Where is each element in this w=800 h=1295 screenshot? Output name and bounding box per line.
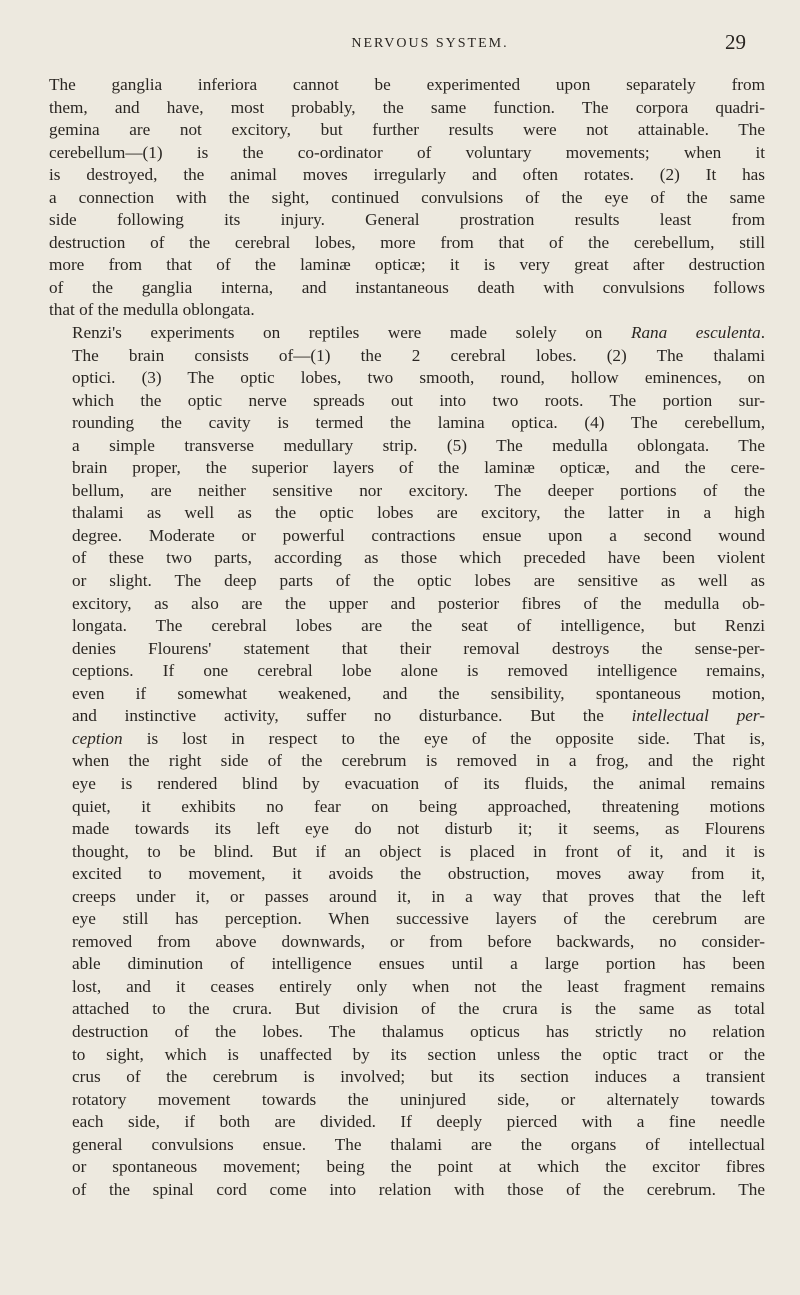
paragraph: [49, 74, 765, 322]
text-line: when the right side of the cerebrum is removed in a frog, and the right: [72, 751, 765, 771]
text-line: rotatory movement towards the uninjured side, or alternately towards: [72, 1089, 765, 1109]
text-line: cerebellum—(1) is the co-ordinator of voluntary movements; when it: [49, 142, 765, 162]
text-line: eye still has perception. When successive layers of the cerebrum are: [72, 909, 765, 929]
text-line: more from that of the laminæ opticæ; it is very great after destruction: [49, 255, 765, 275]
text-line: longata. The cerebral lobes are the seat of intelligence, but Renzi: [72, 616, 765, 636]
text-line: or spontaneous movement; being the point at which the excitor fibres: [72, 1157, 765, 1177]
text-line: excitory, as also are the upper and posterior fibres of the medulla ob-: [72, 593, 765, 613]
paragraph: [49, 322, 765, 1201]
text-line: of the ganglia interna, and instantaneous death with convulsions follows: [49, 277, 765, 297]
running-title: NERVOUS SYSTEM.: [351, 36, 509, 51]
text-line: even if somewhat weakened, and the sensibility, spontaneous motion,: [72, 683, 765, 703]
text-line: or slight. The deep parts of the optic lobes are sensitive as well as: [72, 571, 765, 591]
text-line: them, and have, most probably, the same function. The corpora quadri-: [49, 97, 765, 117]
text-line: brain proper, the superior layers of the laminæ opticæ, and the cere-: [72, 458, 765, 478]
text-line: ceptions. If one cerebral lobe alone is removed intelligence remains,: [72, 661, 765, 681]
text-line: to sight, which is unaffected by its section unless the optic tract or the: [72, 1044, 765, 1064]
text-line: quiet, it exhibits no fear on being approached, threatening motions: [72, 796, 765, 816]
text-line: which the optic nerve spreads out into two roots. The portion sur-: [72, 390, 765, 410]
text-line: Renzi's experiments on reptiles were made solely on Rana esculenta.: [72, 323, 765, 343]
text-line: destruction of the lobes. The thalamus opticus has strictly no relation: [72, 1021, 765, 1041]
text-line: attached to the crura. But division of the crura is the same as total: [72, 999, 765, 1019]
text-line: degree. Moderate or powerful contractions ensue upon a second wound: [72, 525, 765, 545]
text-line: denies Flourens' statement that their removal destroys the sense-per-: [72, 638, 765, 658]
text-line: bellum, are neither sensitive nor excitory. The deeper portions of the: [72, 480, 765, 500]
text-line: each side, if both are divided. If deeply pierced with a fine needle: [72, 1112, 765, 1132]
text-line: a simple transverse medullary strip. (5) The medulla oblongata. The: [72, 435, 765, 455]
text-line: The ganglia inferiora cannot be experimented upon separately from: [49, 75, 765, 94]
text-line: of the spinal cord come into relation with those of the cerebrum. The: [72, 1179, 765, 1199]
text-line: that of the medulla oblongata.: [49, 300, 255, 320]
text-line: crus of the cerebrum is involved; but its section induces a transient: [72, 1067, 765, 1087]
text-line: creeps under it, or passes around it, in a way that proves that the left: [72, 886, 765, 906]
text-line: thought, to be blind. But if an object is placed in front of it, and it is: [72, 841, 765, 861]
text-line: and instinctive activity, suffer no disturbance. But the intellectual per-: [72, 706, 765, 726]
page-number: 29: [725, 30, 746, 54]
text-line: made towards its left eye do not disturb it; it seems, as Flourens: [72, 819, 765, 839]
text-line: excited to movement, it avoids the obstruction, moves away from it,: [72, 864, 765, 884]
text-line: The brain consists of—(1) the 2 cerebral lobes. (2) The thalami: [72, 345, 765, 365]
text-line: able diminution of intelligence ensues until a large portion has been: [72, 954, 765, 974]
body-text: [49, 74, 765, 1201]
text-line: rounding the cavity is termed the lamina optica. (4) The cerebellum,: [72, 413, 765, 433]
text-line: is destroyed, the animal moves irregularly and often rotates. (2) It has: [49, 165, 765, 185]
text-line: gemina are not excitory, but further results were not attainable. The: [49, 120, 765, 140]
text-line: eye is rendered blind by evacuation of its fluids, the animal remains: [72, 773, 765, 793]
text-line: side following its injury. General prostration results least from: [49, 210, 765, 230]
text-line: thalami as well as the optic lobes are excitory, the latter in a high: [72, 503, 765, 523]
text-line: general convulsions ensue. The thalami are the organs of intellectual: [72, 1134, 765, 1154]
text-line: of these two parts, according as those which preceded have been violent: [72, 548, 765, 568]
text-line: ception is lost in respect to the eye of the opposite side. That is,: [72, 728, 765, 748]
text-line: destruction of the cerebral lobes, more from that of the cerebellum, still: [49, 232, 765, 252]
text-line: optici. (3) The optic lobes, two smooth, round, hollow eminences, on: [72, 368, 765, 388]
text-line: removed from above downwards, or from before backwards, no consider-: [72, 931, 765, 951]
text-line: lost, and it ceases entirely only when not the least fragment remains: [72, 976, 765, 996]
text-line: a connection with the sight, continued convulsions of the eye of the same: [49, 187, 765, 207]
